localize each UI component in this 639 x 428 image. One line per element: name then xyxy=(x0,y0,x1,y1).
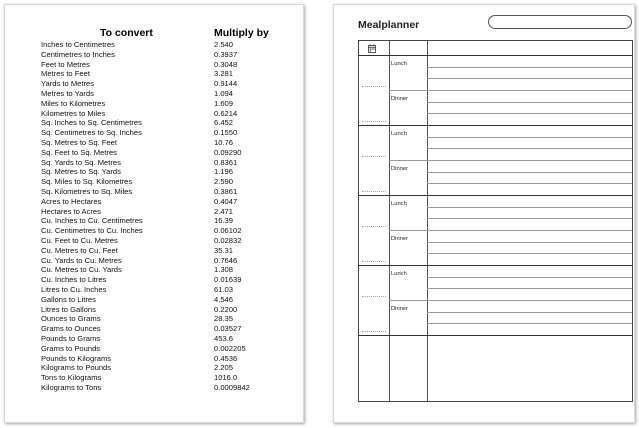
conversion-row xyxy=(41,216,291,226)
conversion-label: Cu. Centimetres to Cu. Inches xyxy=(41,226,143,236)
conversion-row xyxy=(41,363,291,373)
conversion-row xyxy=(41,60,291,70)
conversion-label: Centimetres to Inches xyxy=(41,49,115,59)
conversion-row xyxy=(41,40,291,50)
conversion-row xyxy=(41,354,291,364)
conversion-factor: 1.094 xyxy=(214,88,234,98)
day-divider xyxy=(359,265,632,266)
grid-column-divider xyxy=(389,41,390,401)
conversion-label: Grams to Ounces xyxy=(41,324,101,334)
day-note-line xyxy=(362,191,386,192)
to-convert-header: To convert xyxy=(100,27,153,39)
meal-label-dinner: Dinner xyxy=(391,236,409,242)
conversion-factor: 61.03 xyxy=(214,284,234,294)
conversion-row xyxy=(41,187,291,197)
day-note-line xyxy=(362,226,386,227)
conversion-factor: 2.471 xyxy=(214,206,234,216)
conversion-factor: 1.196 xyxy=(214,167,234,177)
conversion-factor: 0.06102 xyxy=(214,226,242,236)
conversion-row xyxy=(41,167,291,177)
conversion-label: Cu. Yards to Cu. Metres xyxy=(41,255,122,265)
conversion-row xyxy=(41,128,291,138)
meal-writing-line[interactable] xyxy=(427,277,632,278)
meal-writing-line[interactable] xyxy=(427,172,632,173)
conversion-factor: 0.0009842 xyxy=(214,382,250,392)
conversion-factor: 6.452 xyxy=(214,118,234,128)
conversion-factor: 35.31 xyxy=(214,245,234,255)
meal-writing-line[interactable] xyxy=(427,218,632,219)
conversion-row xyxy=(41,207,291,217)
conversion-row xyxy=(41,305,291,315)
meal-label-dinner: Dinner xyxy=(391,166,409,172)
conversion-label: Cu. Metres to Cu. Yards xyxy=(41,265,122,275)
conversion-label: Litres to Gallons xyxy=(41,304,96,314)
conversion-factor: 0.02832 xyxy=(214,235,242,245)
conversion-label: Sq. Kilometres to Sq. Miles xyxy=(41,186,133,196)
conversion-factor: 10.76 xyxy=(214,137,234,147)
conversion-row xyxy=(41,197,291,207)
conversion-factor: 0.03527 xyxy=(214,324,242,334)
meal-writing-line[interactable] xyxy=(427,242,632,243)
meal-writing-line[interactable] xyxy=(427,78,632,79)
conversion-factor: 0.4047 xyxy=(214,196,238,206)
conversion-factor: 1.308 xyxy=(214,265,234,275)
conversion-row xyxy=(41,334,291,344)
meal-writing-line[interactable] xyxy=(427,253,632,254)
conversion-factor: 4.546 xyxy=(214,294,234,304)
conversion-label: Cu. Feet to Cu. Metres xyxy=(41,235,118,245)
day-divider xyxy=(359,335,632,336)
conversion-row xyxy=(41,256,291,266)
conversion-row xyxy=(41,314,291,324)
meal-writing-line[interactable] xyxy=(427,67,632,68)
conversion-row xyxy=(41,99,291,109)
conversion-factor: 0.3937 xyxy=(214,49,238,59)
conversion-row xyxy=(41,89,291,99)
conversion-label: Pounds to Grams xyxy=(41,333,101,343)
conversion-label: Metres to Feet xyxy=(41,69,90,79)
meal-writing-line[interactable] xyxy=(427,207,632,208)
meal-divider xyxy=(389,160,632,161)
conversion-label: Tons to Kilograms xyxy=(41,373,102,383)
conversion-factor: 0.2200 xyxy=(214,304,238,314)
conversion-label: Miles to Kilometres xyxy=(41,98,106,108)
conversion-label: Sq. Centimetres to Sq. Inches xyxy=(41,128,142,138)
conversion-row xyxy=(41,295,291,305)
conversion-label: Litres to Cu. Inches xyxy=(41,284,107,294)
conversion-label: Cu. Inches to Cu. Centimetres xyxy=(41,216,143,226)
conversion-factor: 0.6214 xyxy=(214,108,238,118)
conversion-row xyxy=(41,138,291,148)
meal-label-lunch: Lunch xyxy=(391,271,407,277)
conversion-row xyxy=(41,109,291,119)
meal-writing-line[interactable] xyxy=(427,183,632,184)
conversion-row xyxy=(41,177,291,187)
conversion-label: Kilograms to Tons xyxy=(41,382,102,392)
conversion-label: Cu. Inches to Litres xyxy=(41,275,107,285)
conversion-label: Metres to Yards xyxy=(41,88,94,98)
calendar-icon xyxy=(368,44,376,53)
mealplanner-title: Mealplanner xyxy=(358,19,420,31)
day-divider xyxy=(359,125,632,126)
conversion-label: Inches to Centimetres xyxy=(41,40,115,49)
conversion-label: Sq. Inches to Sq. Centimetres xyxy=(41,118,142,128)
meal-divider xyxy=(389,90,632,91)
day-note-line xyxy=(362,331,386,332)
meal-writing-line[interactable] xyxy=(427,288,632,289)
conversion-label: Sq. Yards to Sq. Metres xyxy=(41,157,121,167)
conversion-label: Feet to Metres xyxy=(41,59,90,69)
day-note-line xyxy=(362,261,386,262)
day-note-line xyxy=(362,121,386,122)
meal-writing-line[interactable] xyxy=(427,148,632,149)
conversion-row xyxy=(41,226,291,236)
conversion-row xyxy=(41,236,291,246)
conversion-factor: 3.281 xyxy=(214,69,234,79)
conversion-page xyxy=(4,4,304,423)
conversion-label: Acres to Hectares xyxy=(41,196,102,206)
conversion-row xyxy=(41,324,291,334)
conversion-row xyxy=(41,148,291,158)
conversion-factor: 16.39 xyxy=(214,216,234,226)
conversion-factor: 0.09290 xyxy=(214,147,242,157)
conversion-label: Hectares to Acres xyxy=(41,206,101,216)
meal-writing-line[interactable] xyxy=(427,312,632,313)
meal-divider xyxy=(389,230,632,231)
conversion-row xyxy=(41,383,291,393)
conversion-factor: 453.6 xyxy=(214,333,234,343)
meal-divider xyxy=(389,300,632,301)
grid-column-divider xyxy=(427,41,428,401)
conversion-row xyxy=(41,344,291,354)
meal-writing-line[interactable] xyxy=(427,137,632,138)
meal-label-dinner: Dinner xyxy=(391,96,409,102)
day-divider xyxy=(359,195,632,196)
conversion-factor: 1016.0 xyxy=(214,373,238,383)
meal-label-lunch: Lunch xyxy=(391,131,407,137)
conversion-label: Sq. Metres to Sq. Yards xyxy=(41,167,121,177)
conversion-factor: 2.205 xyxy=(214,363,234,373)
meal-label-dinner: Dinner xyxy=(391,306,409,312)
conversion-factor: 0.01639 xyxy=(214,275,242,285)
grid-header-divider xyxy=(359,55,632,56)
conversion-row xyxy=(41,373,291,383)
day-note-line xyxy=(362,156,386,157)
conversion-row xyxy=(41,275,291,285)
conversion-label: Yards to Metres xyxy=(41,79,95,89)
mealplanner-grid xyxy=(358,40,633,402)
meal-writing-line[interactable] xyxy=(427,323,632,324)
conversion-factor: 0.4536 xyxy=(214,353,238,363)
conversion-row xyxy=(41,50,291,60)
conversion-row xyxy=(41,79,291,89)
conversion-factor: 0.3048 xyxy=(214,59,238,69)
day-note-line xyxy=(362,296,386,297)
conversion-factor: 0.002205 xyxy=(214,343,246,353)
mealplanner-page xyxy=(333,4,635,423)
conversion-row xyxy=(41,246,291,256)
conversion-label: Sq. Metres to Sq. Feet xyxy=(41,137,117,147)
conversion-label: Kilograms to Pounds xyxy=(41,363,112,373)
name-field[interactable] xyxy=(488,15,632,29)
conversion-factor: 0.7646 xyxy=(214,255,238,265)
conversion-factor: 28.35 xyxy=(214,314,234,324)
conversion-factor: 1.609 xyxy=(214,98,234,108)
conversion-factor: 0.1550 xyxy=(214,128,238,138)
conversion-row xyxy=(41,118,291,128)
conversion-factor: 2.540 xyxy=(214,40,234,49)
conversion-label: Pounds to Kilograms xyxy=(41,353,112,363)
conversion-label: Gallons to Litres xyxy=(41,294,96,304)
meal-label-lunch: Lunch xyxy=(391,61,407,67)
conversion-label: Grams to Pounds xyxy=(41,343,101,353)
meal-writing-line[interactable] xyxy=(427,102,632,103)
multiply-by-header: Multiply by xyxy=(214,27,269,39)
conversion-factor: 0.3861 xyxy=(214,186,238,196)
meal-label-lunch: Lunch xyxy=(391,201,407,207)
conversion-label: Ounces to Grams xyxy=(41,314,101,324)
conversion-row xyxy=(41,158,291,168)
conversion-factor: 0.9144 xyxy=(214,79,238,89)
conversion-label: Kilometres to Miles xyxy=(41,108,106,118)
day-note-line xyxy=(362,86,386,87)
conversion-rows xyxy=(41,40,291,393)
conversion-row xyxy=(41,69,291,79)
conversion-factor: 0.8361 xyxy=(214,157,238,167)
conversion-label: Sq. Miles to Sq. Kilometres xyxy=(41,177,133,187)
conversion-row xyxy=(41,265,291,275)
meal-writing-line[interactable] xyxy=(427,113,632,114)
conversion-label: Cu. Metres to Cu. Feet xyxy=(41,245,118,255)
conversion-row xyxy=(41,285,291,295)
conversion-label: Sq. Feet to Sq. Metres xyxy=(41,147,117,157)
conversion-factor: 2.590 xyxy=(214,177,234,187)
